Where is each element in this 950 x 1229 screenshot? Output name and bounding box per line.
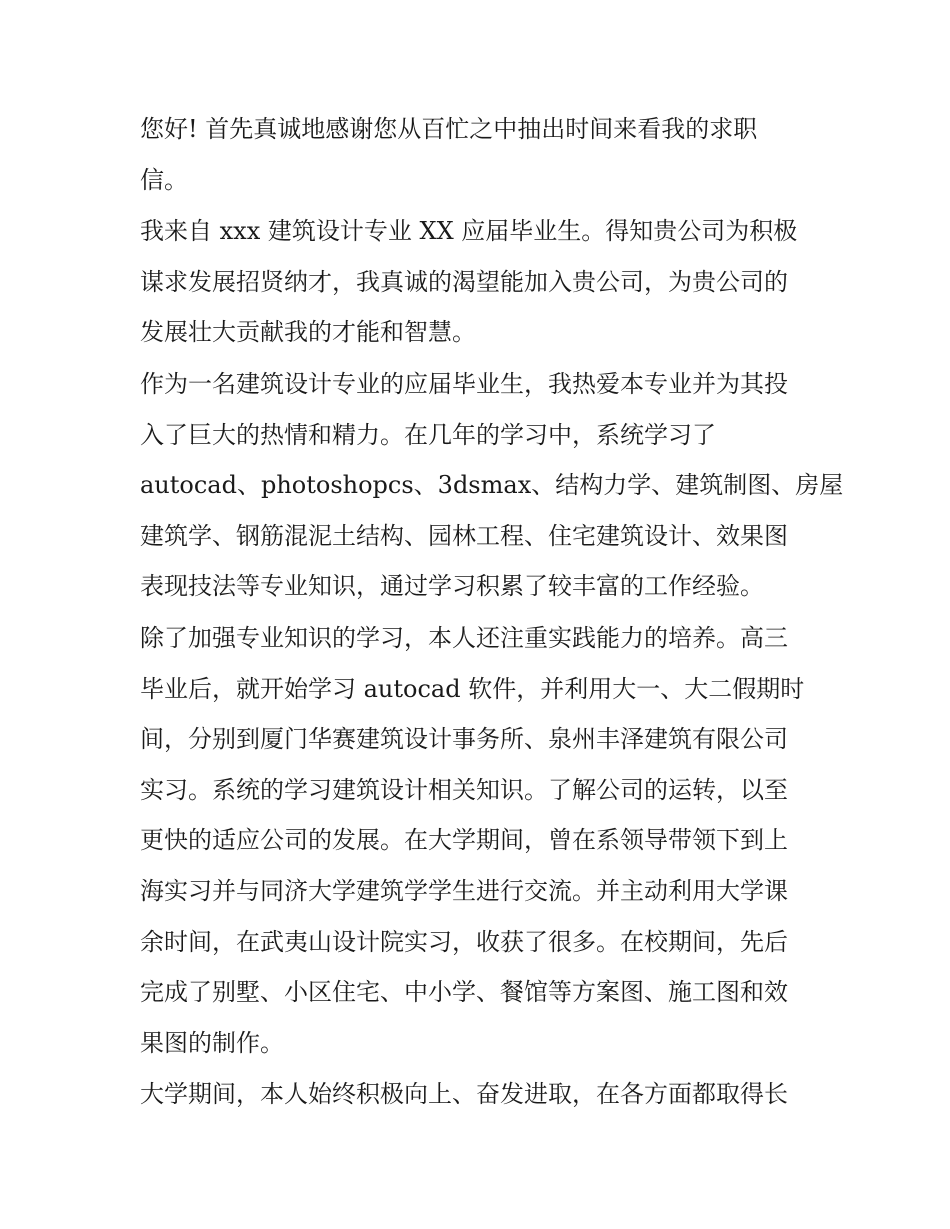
paragraph-university — [140, 1069, 820, 1120]
paragraph-education — [140, 359, 844, 612]
text-line: 更快的适应公司的发展。在大学期间，曾在系领导带领下到上 — [140, 826, 788, 855]
text-line: 大学期间，本人始终积极向上、奋发进取，在各方面都取得长 — [140, 1080, 788, 1109]
text-line: 建筑学、钢筋混泥土结构、园林工程、住宅建筑设计、效果图 — [140, 521, 788, 550]
paragraph-greeting — [140, 104, 820, 205]
text-line: 信。 — [140, 165, 188, 194]
text-line: 发展壮大贡献我的才能和智慧。 — [140, 318, 476, 347]
text-line: 实习。系统的学习建筑设计相关知识。了解公司的运转，以至 — [140, 775, 788, 804]
text-line: 间，分别到厦门华赛建筑设计事务所、泉州丰泽建筑有限公司 — [140, 725, 788, 754]
text-line: 完成了别墅、小区住宅、中小学、餐馆等方案图、施工图和效 — [140, 978, 788, 1007]
text-line: 果图的制作。 — [140, 1028, 284, 1057]
text-line: 除了加强专业知识的学习，本人还注重实践能力的培养。高三 — [140, 623, 788, 652]
paragraph-practice — [140, 613, 820, 1068]
text-line: 作为一名建筑设计专业的应届毕业生，我热爱本专业并为其投 — [140, 369, 788, 398]
text-line: autocad、photoshopcs、3dsmax、结构力学、建筑制图、房屋 — [140, 471, 844, 500]
text-line: 表现技法等专业知识，通过学习积累了较丰富的工作经验。 — [140, 572, 764, 601]
text-line: 您好! 首先真诚地感谢您从百忙之中抽出时间来看我的求职 — [140, 115, 758, 143]
text-line: 毕业后，就开始学习 autocad 软件，并利用大一、大二假期时 — [140, 674, 805, 703]
text-line: 余时间，在武夷山设计院实习，收获了很多。在校期间，先后 — [140, 927, 788, 956]
text-line: 海实习并与同济大学建筑学学生进行交流。并主动利用大学课 — [140, 876, 788, 905]
text-line: 谋求发展招贤纳才，我真诚的渴望能加入贵公司，为贵公司的 — [140, 267, 788, 296]
text-line: 我来自 xxx 建筑设计专业 XX 应届毕业生。得知贵公司为积极 — [140, 217, 798, 246]
letter-body — [140, 104, 844, 1121]
paragraph-introduction — [140, 206, 820, 358]
text-line: 入了巨大的热情和精力。在几年的学习中，系统学习了 — [140, 420, 716, 449]
